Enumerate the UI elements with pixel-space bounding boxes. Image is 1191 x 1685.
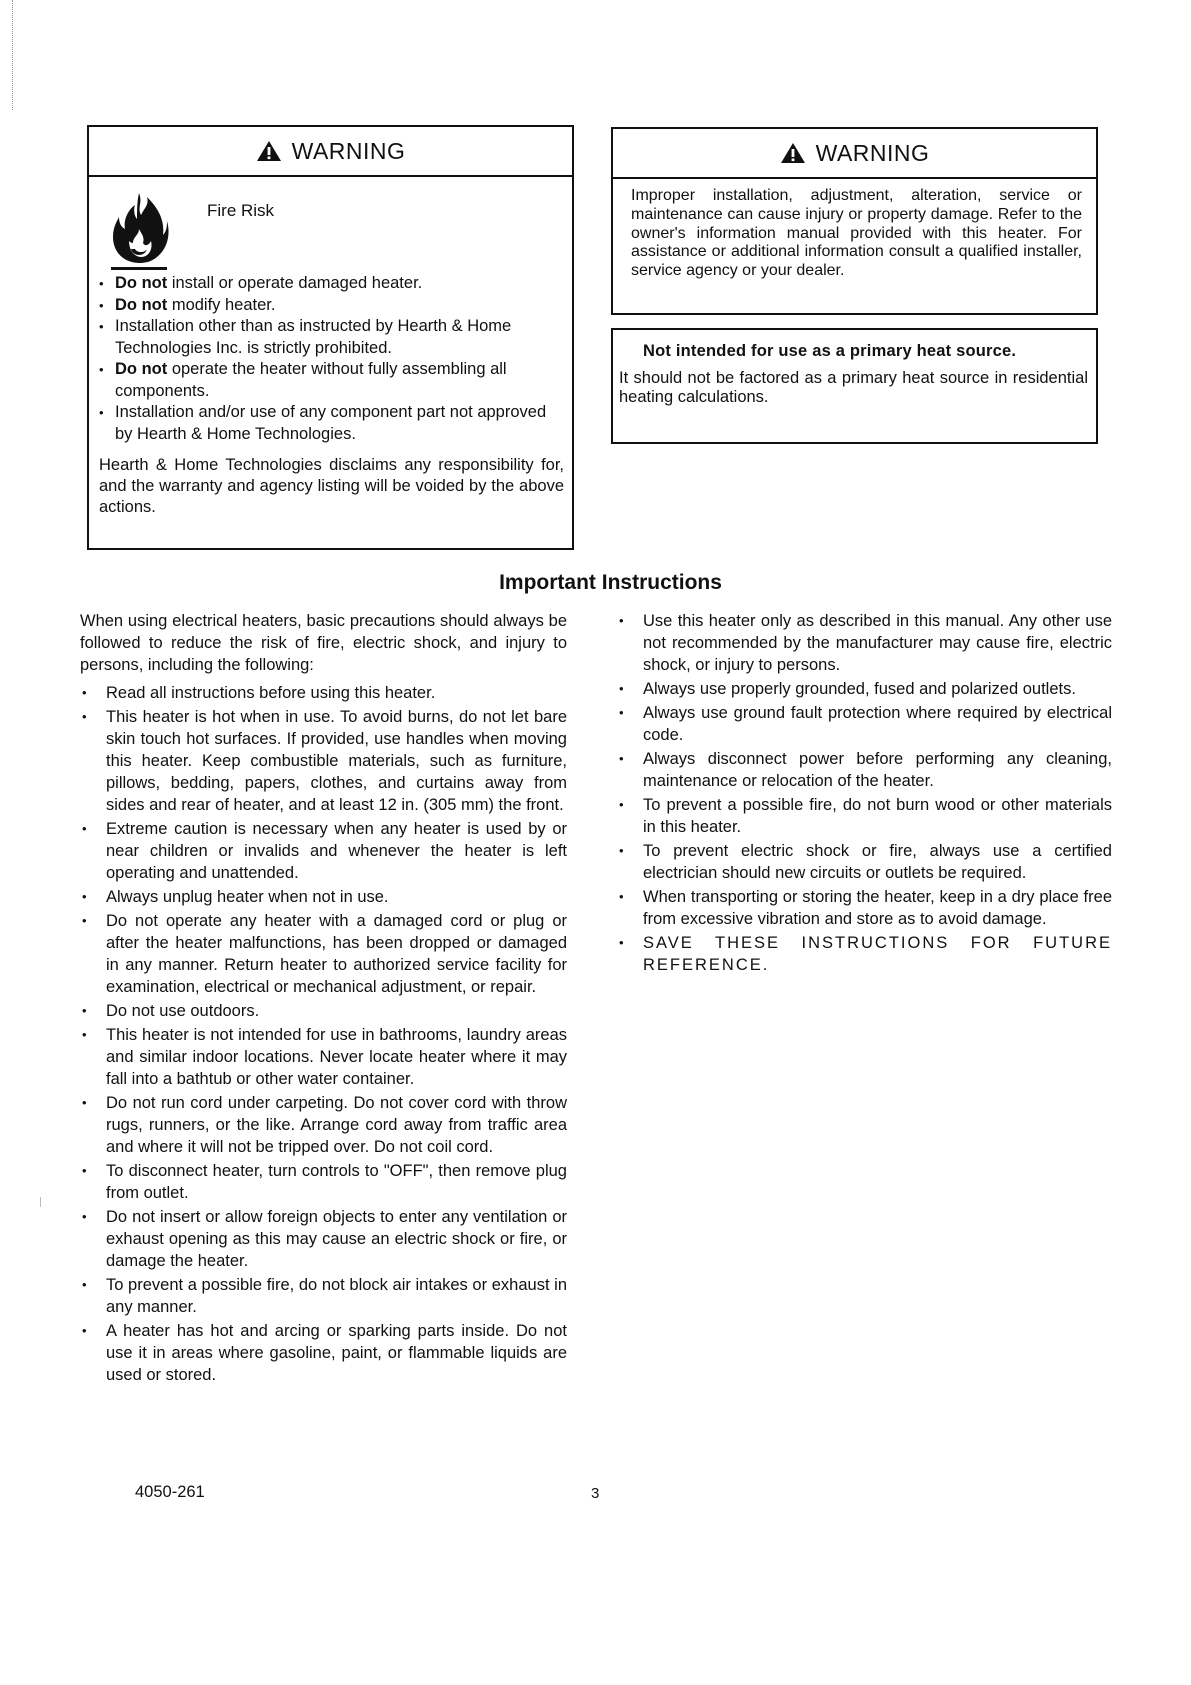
fire-risk-warning-box [87, 125, 574, 550]
list-item: • Do not modify heater. [99, 295, 564, 317]
warning-title: WARNING [815, 139, 930, 166]
save-instructions-item: • SAVE THESE INSTRUCTIONS FOR FUTURE REFERENCE. [617, 932, 1112, 976]
warning-header [89, 127, 572, 177]
section-title: Important Instructions [499, 571, 722, 594]
warning-title: WARNING [291, 137, 406, 164]
primary-heat-notice-box [611, 328, 1098, 444]
list-item: • When transporting or storing the heater, keep in a dry place free from excessive vibration and store as to avoid damage. [617, 886, 1112, 930]
list-item: • To prevent a possible fire, do not burn wood or other materials in this heater. [617, 794, 1112, 838]
list-item: • Do not insert or allow foreign objects to enter any ventilation or exhaust opening as this may cause an electric shock or fire, or damage the heater. [80, 1206, 567, 1272]
instructions-right-column [617, 610, 1112, 978]
list-item: • A heater has hot and arcing or sparking parts inside. Do not use it in areas where gasoline, paint, or flammable liquids are used or stored. [80, 1320, 567, 1386]
disclaimer-text: Hearth & Home Technologies disclaims any responsibility for, and the warranty and agency listing will be voided by the above actions. [99, 456, 564, 516]
notice-text: It should not be factored as a primary heat source in residential heating calculations. [619, 369, 1088, 406]
list-item: • Do not use outdoors. [80, 1000, 567, 1022]
instructions-list-right [617, 610, 1112, 976]
page-number: 3 [591, 1485, 600, 1502]
list-item: • Installation and/or use of any component part not approved by Hearth & Home Technologies. [99, 402, 564, 445]
list-item: • To disconnect heater, turn controls to "OFF", then remove plug from outlet. [80, 1160, 567, 1204]
list-item: • This heater is not intended for use in bathrooms, laundry areas and similar indoor locations. Never locate heater where it may fall into a bathtub or other water container. [80, 1024, 567, 1090]
installation-warning-box [611, 127, 1098, 315]
instructions-left-column [80, 610, 567, 1388]
document-number: 4050-261 [135, 1483, 205, 1501]
list-item: • Read all instructions before using this heater. [80, 682, 567, 704]
fire-icon [107, 191, 171, 271]
list-item: • Do not install or operate damaged heater. [99, 273, 564, 295]
list-item: • Do not run cord under carpeting. Do not cover cord with throw rugs, runners, or the like. Arrange cord away from traffic area and where it will not be tripped over. Do not coil cord. [80, 1092, 567, 1158]
intro-paragraph: When using electrical heaters, basic precautions should always be followed to reduce the risk of fire, electric shock, and injury to persons, including the following: [80, 612, 567, 674]
notice-title: Not intended for use as a primary heat source. [643, 342, 1017, 360]
list-item: • Always disconnect power before performing any cleaning, maintenance or relocation of the heater. [617, 748, 1112, 792]
fire-risk-label: Fire Risk [207, 201, 275, 220]
warning-header [613, 129, 1096, 179]
list-item: • Do not operate any heater with a damaged cord or plug or after the heater malfunctions, has been dropped or damaged in any manner. Return heater to authorized service facility for examination, electrical or mechanical adjustment, or repair. [80, 910, 567, 998]
list-item: • This heater is hot when in use. To avoid burns, do not let bare skin touch hot surfaces. If provided, use handles when moving this heater. Keep combustible materials, such as furniture, pillows, bedding, papers, clothes, and curtains away from sides and rear of heater, and at least 12 in. (305 mm) the front. [80, 706, 567, 816]
list-item: • Extreme caution is necessary when any heater is used by or near children or invalids and whenever the heater is left operating and unattended. [80, 818, 567, 884]
scan-artifact [40, 1197, 41, 1207]
warning-triangle-icon [780, 142, 806, 164]
scan-edge-mark [12, 0, 14, 110]
list-item: • Always unplug heater when not in use. [80, 886, 567, 908]
list-item: • To prevent a possible fire, do not block air intakes or exhaust in any manner. [80, 1274, 567, 1318]
warning-triangle-icon [256, 140, 282, 162]
list-item: • To prevent electric shock or fire, always use a certified electrician should new circuits or outlets be required. [617, 840, 1112, 884]
list-item: • Installation other than as instructed by Hearth & Home Technologies Inc. is strictly prohibited. [99, 316, 564, 359]
list-item: • Do not operate the heater without fully assembling all components. [99, 359, 564, 402]
list-item: • Use this heater only as described in this manual. Any other use not recommended by the manufacturer may cause fire, electric shock, or injury to persons. [617, 610, 1112, 676]
installation-warning-text: Improper installation, adjustment, alteration, service or maintenance can cause injury or property damage. Refer to the owner's information manual provided with this heater. For assistance or additional information consult a qualified installer, service agency or your dealer. [631, 187, 1082, 280]
list-item: • Always use ground fault protection where required by electrical code. [617, 702, 1112, 746]
list-item: • Always use properly grounded, fused and polarized outlets. [617, 678, 1112, 700]
fire-warning-list [89, 273, 572, 445]
instructions-list-left [80, 682, 567, 1386]
